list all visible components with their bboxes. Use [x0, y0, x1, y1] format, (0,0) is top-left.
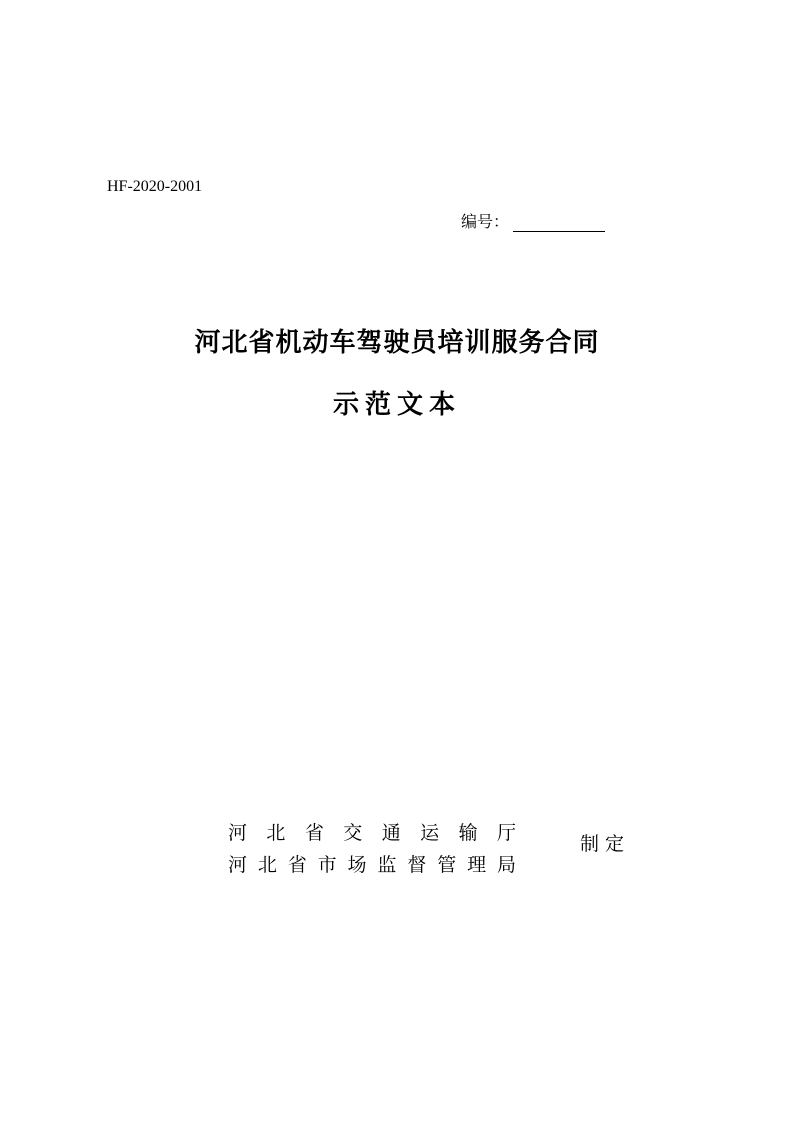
document-code: HF-2020-2001 — [107, 178, 203, 195]
document-subtitle: 示范文本 — [332, 390, 461, 420]
contract-number-line — [461, 212, 605, 232]
issuing-authorities — [228, 817, 516, 881]
document-title: 河北省机动车驾驶员培训服务合同 — [194, 328, 600, 358]
formulated-by-label: 制定 — [580, 833, 631, 855]
issuer-transport-department: 河 北 省 交 通 运 输 厅 — [228, 822, 516, 844]
contract-number-blank — [513, 213, 605, 232]
issuer-market-regulation-bureau: 河北省市场监督管理局 — [228, 854, 516, 876]
contract-number-label: 编号： — [461, 212, 510, 231]
